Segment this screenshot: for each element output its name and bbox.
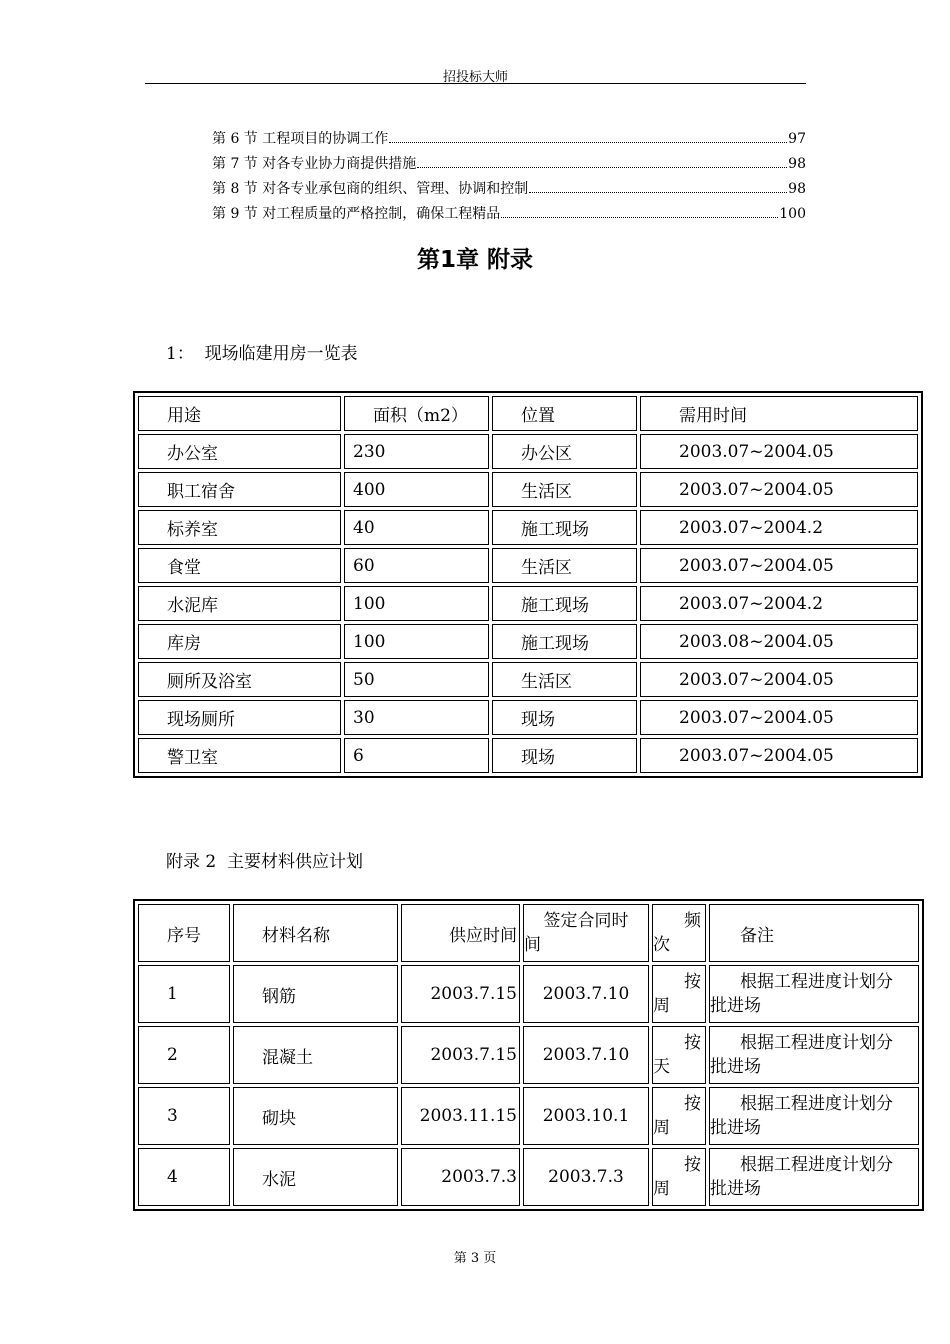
table-cell: 100 <box>344 586 489 621</box>
header-line: 频 <box>684 911 701 931</box>
table-row <box>138 472 918 507</box>
table-cell: 6 <box>344 738 489 773</box>
table-cell: 4 <box>138 1148 230 1206</box>
table-cell: 2003.07~2004.05 <box>640 434 918 469</box>
table-cell: 标养室 <box>138 510 341 545</box>
table-cell: 2003.07~2004.05 <box>640 548 918 583</box>
toc-text: 第 8 节 对各专业承包商的组织、管理、协调和控制 <box>212 181 529 197</box>
cell-line: 周 <box>653 1179 670 1199</box>
table-cell: 50 <box>344 662 489 697</box>
table-cell: 2003.07~2004.05 <box>640 700 918 735</box>
table-cell: 办公室 <box>138 434 341 469</box>
table-row <box>138 1148 919 1206</box>
toc-line[interactable] <box>212 177 806 202</box>
table-cell: 2003.07~2004.2 <box>640 510 918 545</box>
table-cell: 砌块 <box>233 1087 398 1145</box>
cell-line: 根据工程进度计划分 <box>740 1033 893 1053</box>
table-cell: 2003.07~2004.2 <box>640 586 918 621</box>
table-cell: 60 <box>344 548 489 583</box>
table1-caption: 1： 现场临建用房一览表 <box>166 344 358 364</box>
table-cell: 厕所及浴室 <box>138 662 341 697</box>
table-cell: 混凝土 <box>233 1026 398 1084</box>
table-cell: 230 <box>344 434 489 469</box>
table-cell <box>709 1026 919 1084</box>
table-cell: 40 <box>344 510 489 545</box>
toc-text: 第 9 节 对工程质量的严格控制，确保工程精品 <box>212 206 501 222</box>
cell-line: 批进场 <box>710 1179 761 1199</box>
column-header <box>523 904 649 962</box>
table-of-contents <box>212 127 806 227</box>
column-header: 面积（m2） <box>344 396 489 431</box>
table-cell: 2003.7.15 <box>401 1026 520 1084</box>
table-cell: 钢筋 <box>233 965 398 1023</box>
header-line: 次 <box>653 935 670 955</box>
table-cell: 水泥 <box>233 1148 398 1206</box>
toc-page: 100 <box>779 206 806 222</box>
toc-line[interactable] <box>212 152 806 177</box>
cell-line: 批进场 <box>710 1057 761 1077</box>
table-cell: 库房 <box>138 624 341 659</box>
table-row <box>138 700 918 735</box>
table-cell: 2003.7.3 <box>523 1148 649 1206</box>
table-cell <box>652 1148 706 1206</box>
table-row <box>138 434 918 469</box>
table-cell: 现场厕所 <box>138 700 341 735</box>
cell-line: 天 <box>653 1057 670 1077</box>
table-cell: 办公区 <box>492 434 637 469</box>
table-cell: 2003.7.15 <box>401 965 520 1023</box>
toc-text: 第 6 节 工程项目的协调工作 <box>212 131 389 147</box>
toc-leader <box>529 192 787 193</box>
toc-leader <box>501 217 778 218</box>
chapter-title: 第1章 附录 <box>416 247 533 273</box>
table-cell: 2003.7.10 <box>523 965 649 1023</box>
column-header: 需用时间 <box>640 396 918 431</box>
table-cell <box>709 1087 919 1145</box>
table-cell <box>652 965 706 1023</box>
table-cell: 水泥库 <box>138 586 341 621</box>
table-cell: 3 <box>138 1087 230 1145</box>
table-cell: 2003.07~2004.05 <box>640 738 918 773</box>
table-cell: 施工现场 <box>492 586 637 621</box>
table-cell: 现场 <box>492 738 637 773</box>
toc-leader <box>389 142 787 143</box>
material-supply-table <box>133 899 924 1211</box>
table-row <box>138 738 918 773</box>
toc-page: 97 <box>788 131 806 147</box>
table-cell: 现场 <box>492 700 637 735</box>
column-header: 供应时间 <box>401 904 520 962</box>
table-cell: 2 <box>138 1026 230 1084</box>
table-row <box>138 1087 919 1145</box>
table-cell: 400 <box>344 472 489 507</box>
temporary-housing-table <box>133 391 923 778</box>
table-row <box>138 586 918 621</box>
table-row <box>138 548 918 583</box>
table-cell: 2003.08~2004.05 <box>640 624 918 659</box>
cell-line: 根据工程进度计划分 <box>740 1155 893 1175</box>
column-header <box>709 904 919 962</box>
table-cell: 职工宿舍 <box>138 472 341 507</box>
table-cell: 30 <box>344 700 489 735</box>
table-cell: 施工现场 <box>492 510 637 545</box>
column-header: 材料名称 <box>233 904 398 962</box>
cell-line: 按 <box>684 1155 701 1175</box>
header-text: 备注 <box>740 925 774 946</box>
cell-line: 按 <box>684 972 701 992</box>
cell-line: 批进场 <box>710 1118 761 1138</box>
page-number: 第 3 页 <box>453 1251 497 1266</box>
table-cell: 2003.10.1 <box>523 1087 649 1145</box>
table-row <box>138 965 919 1023</box>
cell-line: 根据工程进度计划分 <box>740 1094 893 1114</box>
column-header: 用途 <box>138 396 341 431</box>
table-cell <box>652 1087 706 1145</box>
table-cell: 生活区 <box>492 662 637 697</box>
column-header: 序号 <box>138 904 230 962</box>
toc-line[interactable] <box>212 202 806 227</box>
table-cell: 100 <box>344 624 489 659</box>
table2-caption: 附录 2 主要材料供应计划 <box>166 852 364 872</box>
column-header: 位置 <box>492 396 637 431</box>
toc-page: 98 <box>788 181 806 197</box>
table-cell: 2003.11.15 <box>401 1087 520 1145</box>
table-header-row <box>138 396 918 431</box>
column-header <box>652 904 706 962</box>
header-line: 签定合同时 <box>543 911 629 931</box>
table-cell: 生活区 <box>492 472 637 507</box>
toc-line[interactable] <box>212 127 806 152</box>
toc-text: 第 7 节 对各专业协力商提供措施 <box>212 156 417 172</box>
table-cell: 2003.7.10 <box>523 1026 649 1084</box>
toc-leader <box>417 167 787 168</box>
cell-line: 根据工程进度计划分 <box>740 972 893 992</box>
table-row <box>138 1026 919 1084</box>
cell-line: 按 <box>684 1033 701 1053</box>
table-cell: 施工现场 <box>492 624 637 659</box>
table-cell: 警卫室 <box>138 738 341 773</box>
table-cell: 2003.7.3 <box>401 1148 520 1206</box>
table-cell: 1 <box>138 965 230 1023</box>
toc-page: 98 <box>788 156 806 172</box>
cell-line: 按 <box>684 1094 701 1114</box>
table-row <box>138 624 918 659</box>
table-row <box>138 510 918 545</box>
cell-line: 批进场 <box>710 996 761 1016</box>
cell-line: 周 <box>653 996 670 1016</box>
table-header-row <box>138 904 919 962</box>
table-cell <box>709 965 919 1023</box>
table-cell <box>652 1026 706 1084</box>
header-rule <box>145 83 806 84</box>
table-cell <box>709 1148 919 1206</box>
table-cell: 2003.07~2004.05 <box>640 662 918 697</box>
cell-line: 周 <box>653 1118 670 1138</box>
table-cell: 2003.07~2004.05 <box>640 472 918 507</box>
table-row <box>138 662 918 697</box>
header-line: 间 <box>524 935 541 955</box>
table-cell: 食堂 <box>138 548 341 583</box>
table-cell: 生活区 <box>492 548 637 583</box>
page-header: 招投标大师 <box>442 70 508 85</box>
